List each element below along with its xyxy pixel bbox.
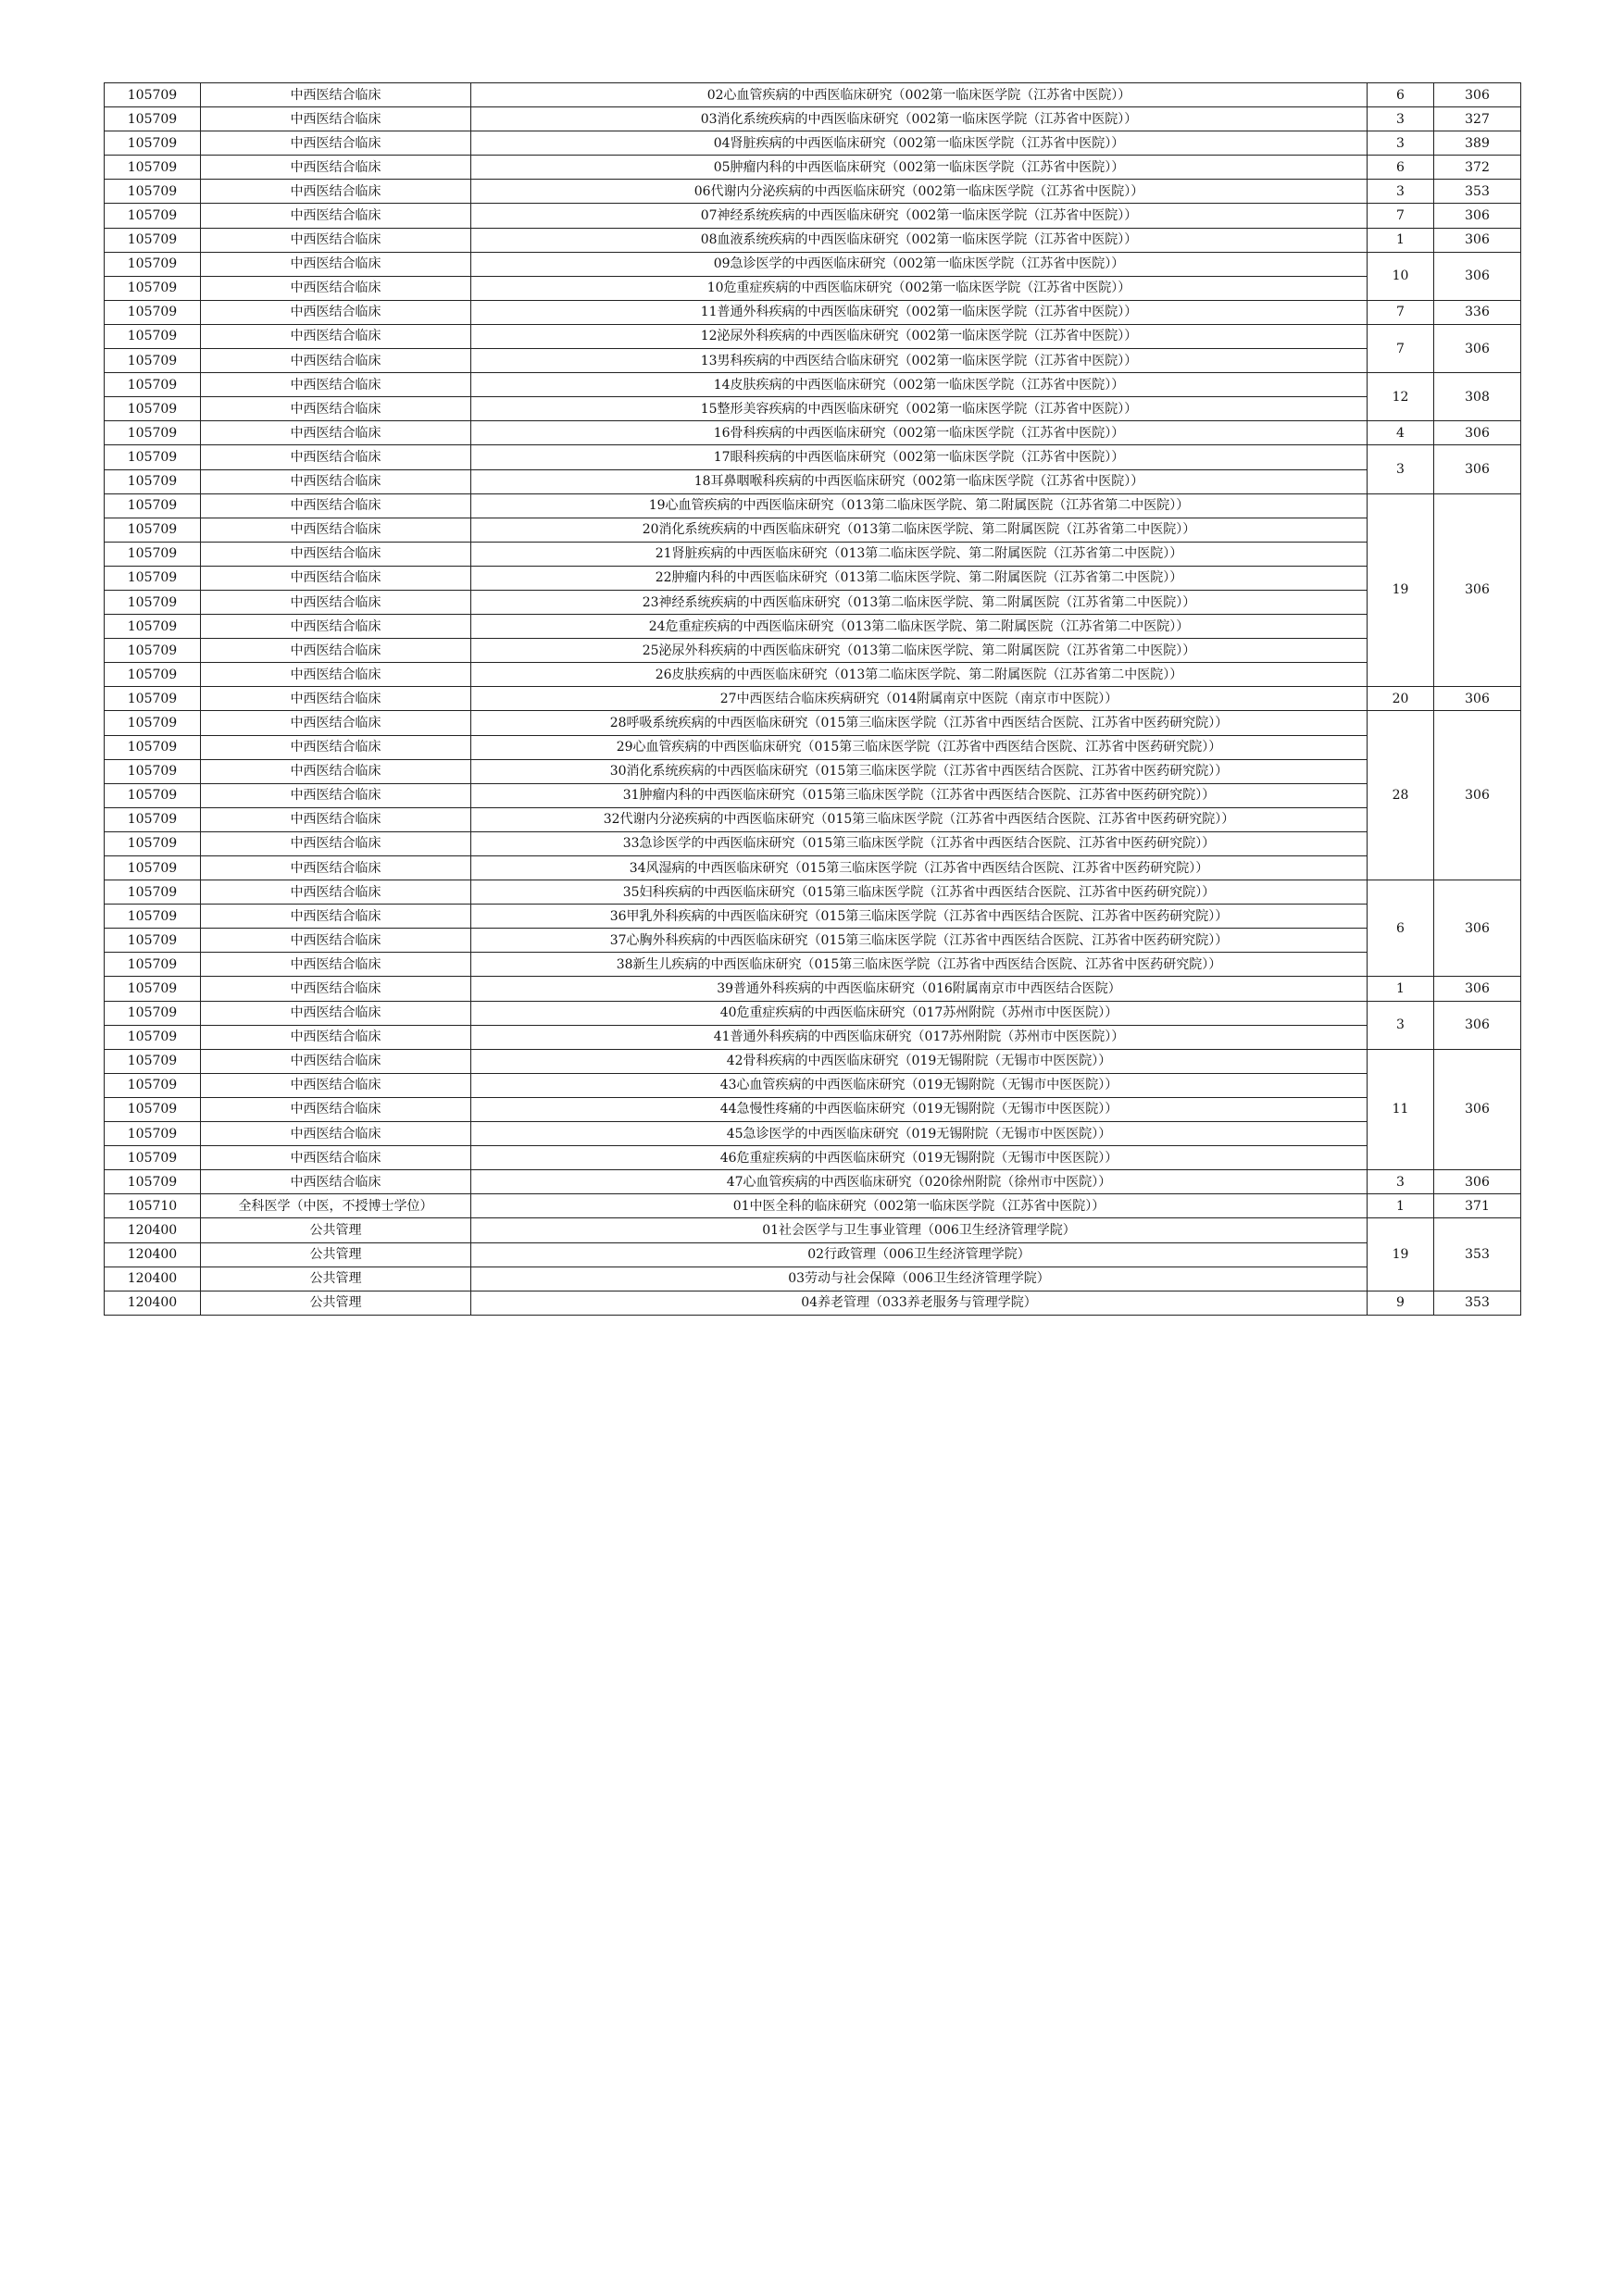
table-row [105,493,1521,518]
table-row [105,783,1521,807]
score-line-cell: 353 [1434,1291,1521,1315]
table-row [105,421,1521,445]
score-line-cell: 371 [1434,1194,1521,1218]
score-line-cell: 306 [1434,83,1521,107]
major-code-cell: 105709 [105,1025,201,1049]
major-name-cell: 公共管理 [201,1291,471,1315]
research-direction-cell: 44急慢性疼痛的中西医临床研究（019无锡附院（无锡市中医医院）） [471,1097,1368,1121]
research-direction-cell: 15整形美容疾病的中西医临床研究（002第一临床医学院（江苏省中医院）） [471,397,1368,421]
major-code-cell: 105709 [105,566,201,590]
score-line-cell: 306 [1434,228,1521,252]
major-code-cell: 120400 [105,1218,201,1242]
major-name-cell: 中西医结合临床 [201,807,471,831]
research-direction-cell: 39普通外科疾病的中西医临床研究（016附属南京市中西医结合医院） [471,977,1368,1001]
table-row [105,204,1521,228]
major-code-cell: 105710 [105,1194,201,1218]
major-name-cell: 中西医结合临床 [201,252,471,276]
major-code-cell: 105709 [105,83,201,107]
table-row [105,1025,1521,1049]
table-row [105,542,1521,566]
score-line-cell: 308 [1434,373,1521,421]
score-line-cell: 306 [1434,1170,1521,1194]
major-name-cell: 公共管理 [201,1218,471,1242]
table-row [105,252,1521,276]
score-line-cell: 327 [1434,107,1521,131]
research-direction-cell: 10危重症疾病的中西医临床研究（002第一临床医学院（江苏省中医院）） [471,276,1368,300]
research-direction-cell: 01社会医学与卫生事业管理（006卫生经济管理学院） [471,1218,1368,1242]
research-direction-cell: 42骨科疾病的中西医临床研究（019无锡附院（无锡市中医医院）） [471,1049,1368,1073]
major-name-cell: 中西医结合临床 [201,566,471,590]
major-name-cell: 中西医结合临床 [201,300,471,324]
major-code-cell: 105709 [105,1122,201,1146]
table-body [105,83,1521,1316]
table-row [105,1073,1521,1097]
research-direction-cell: 32代谢内分泌疾病的中西医临床研究（015第三临床医学院（江苏省中西医结合医院、江苏省中医药研究院）） [471,807,1368,831]
major-name-cell: 中西医结合临床 [201,1097,471,1121]
major-code-cell: 120400 [105,1242,201,1267]
enrollment-count-cell: 3 [1368,1170,1434,1194]
enrollment-count-cell: 4 [1368,421,1434,445]
research-direction-cell: 36甲乳外科疾病的中西医临床研究（015第三临床医学院（江苏省中西医结合医院、江苏省中医药研究院）） [471,905,1368,929]
enrollment-count-cell: 10 [1368,252,1434,300]
major-name-cell: 中西医结合临床 [201,107,471,131]
table-row [105,807,1521,831]
major-code-cell: 105709 [105,783,201,807]
major-name-cell: 中西医结合临床 [201,977,471,1001]
research-direction-cell: 45急诊医学的中西医临床研究（019无锡附院（无锡市中医医院）） [471,1122,1368,1146]
enrollment-count-cell: 6 [1368,880,1434,977]
major-code-cell: 105709 [105,156,201,180]
major-code-cell: 105709 [105,1146,201,1170]
table-row [105,373,1521,397]
research-direction-cell: 38新生儿疾病的中西医临床研究（015第三临床医学院（江苏省中西医结合医院、江苏省中医药研究院）） [471,953,1368,977]
major-name-cell: 中西医结合临床 [201,373,471,397]
research-direction-cell: 28呼吸系统疾病的中西医临床研究（015第三临床医学院（江苏省中西医结合医院、江苏省中医药研究院）） [471,711,1368,735]
major-code-cell: 105709 [105,180,201,204]
research-direction-cell: 13男科疾病的中西医结合临床研究（002第一临床医学院（江苏省中医院）） [471,349,1368,373]
major-name-cell: 中西医结合临床 [201,493,471,518]
table-row [105,397,1521,421]
major-name-cell: 中西医结合临床 [201,1025,471,1049]
table-row [105,1146,1521,1170]
major-name-cell: 中西医结合临床 [201,445,471,469]
research-direction-cell: 23神经系统疾病的中西医临床研究（013第二临床医学院、第二附属医院（江苏省第二中医院）） [471,590,1368,614]
score-line-cell: 306 [1434,324,1521,372]
enrollment-count-cell: 12 [1368,373,1434,421]
major-code-cell: 105709 [105,518,201,542]
major-code-cell: 105709 [105,228,201,252]
table-row [105,929,1521,953]
research-direction-cell: 26皮肤疾病的中西医临床研究（013第二临床医学院、第二附属医院（江苏省第二中医院）） [471,663,1368,687]
research-direction-cell: 08血液系统疾病的中西医临床研究（002第一临床医学院（江苏省中医院）） [471,228,1368,252]
table-row [105,663,1521,687]
enrollment-count-cell: 3 [1368,131,1434,156]
major-name-cell: 中西医结合临床 [201,1049,471,1073]
research-direction-cell: 29心血管疾病的中西医临床研究（015第三临床医学院（江苏省中西医结合医院、江苏省中医药研究院）） [471,735,1368,759]
table-row [105,180,1521,204]
research-direction-cell: 37心胸外科疾病的中西医临床研究（015第三临床医学院（江苏省中西医结合医院、江苏省中医药研究院）） [471,929,1368,953]
enrollment-count-cell: 7 [1368,324,1434,372]
enrollment-count-cell: 19 [1368,1218,1434,1291]
major-code-cell: 105709 [105,324,201,348]
score-line-cell: 306 [1434,711,1521,880]
major-code-cell: 105709 [105,252,201,276]
major-code-cell: 105709 [105,711,201,735]
research-direction-cell: 46危重症疾病的中西医临床研究（019无锡附院（无锡市中医医院）） [471,1146,1368,1170]
major-code-cell: 105709 [105,977,201,1001]
enrollment-count-cell: 1 [1368,1194,1434,1218]
major-name-cell: 中西医结合临床 [201,1146,471,1170]
major-name-cell: 中西医结合临床 [201,131,471,156]
research-direction-cell: 20消化系统疾病的中西医临床研究（013第二临床医学院、第二附属医院（江苏省第二中医院）） [471,518,1368,542]
research-direction-cell: 03劳动与社会保障（006卫生经济管理学院） [471,1267,1368,1291]
research-direction-cell: 27中西医结合临床疾病研究（014附属南京中医院（南京市中医院）） [471,687,1368,711]
enrollment-count-cell: 6 [1368,156,1434,180]
major-name-cell: 中西医结合临床 [201,421,471,445]
research-direction-cell: 21肾脏疾病的中西医临床研究（013第二临床医学院、第二附属医院（江苏省第二中医院）） [471,542,1368,566]
score-line-cell: 306 [1434,445,1521,493]
research-direction-cell: 04肾脏疾病的中西医临床研究（002第一临床医学院（江苏省中医院）） [471,131,1368,156]
research-direction-cell: 25泌尿外科疾病的中西医临床研究（013第二临床医学院、第二附属医院（江苏省第二中医院）） [471,639,1368,663]
major-name-cell: 中西医结合临床 [201,880,471,905]
major-name-cell: 中西医结合临床 [201,1170,471,1194]
table-row [105,445,1521,469]
score-line-cell: 306 [1434,493,1521,687]
major-code-cell: 105709 [105,1001,201,1025]
major-name-cell: 中西医结合临床 [201,783,471,807]
table-row [105,905,1521,929]
table-row [105,735,1521,759]
research-direction-cell: 33急诊医学的中西医临床研究（015第三临床医学院（江苏省中西医结合医院、江苏省中医药研究院）） [471,831,1368,855]
major-code-cell: 105709 [105,542,201,566]
major-code-cell: 105709 [105,687,201,711]
table-row [105,1122,1521,1146]
score-line-cell: 306 [1434,421,1521,445]
major-name-cell: 中西医结合临床 [201,324,471,348]
major-name-cell: 中西医结合临床 [201,228,471,252]
research-direction-cell: 30消化系统疾病的中西医临床研究（015第三临床医学院（江苏省中西医结合医院、江苏省中医药研究院）） [471,759,1368,783]
table-row [105,469,1521,493]
major-name-cell: 中西医结合临床 [201,687,471,711]
major-code-cell: 105709 [105,469,201,493]
major-name-cell: 中西医结合临床 [201,590,471,614]
major-code-cell: 105709 [105,807,201,831]
enrollment-count-cell: 7 [1368,300,1434,324]
major-code-cell: 105709 [105,831,201,855]
major-name-cell: 中西医结合临床 [201,83,471,107]
score-line-cell: 372 [1434,156,1521,180]
research-direction-cell: 34风湿病的中西医临床研究（015第三临床医学院（江苏省中西医结合医院、江苏省中医药研究院）） [471,856,1368,880]
major-name-cell: 中西医结合临床 [201,735,471,759]
table-row [105,590,1521,614]
table-row [105,711,1521,735]
research-direction-cell: 19心血管疾病的中西医临床研究（013第二临床医学院、第二附属医院（江苏省第二中医院）） [471,493,1368,518]
table-row [105,518,1521,542]
score-line-cell: 306 [1434,1001,1521,1049]
admission-table [104,82,1521,1316]
major-code-cell: 105709 [105,759,201,783]
major-name-cell: 中西医结合临床 [201,856,471,880]
major-code-cell: 105709 [105,397,201,421]
major-code-cell: 105709 [105,1049,201,1073]
enrollment-count-cell: 3 [1368,1001,1434,1049]
major-name-cell: 中西医结合临床 [201,759,471,783]
enrollment-count-cell: 11 [1368,1049,1434,1169]
score-line-cell: 306 [1434,687,1521,711]
score-line-cell: 336 [1434,300,1521,324]
enrollment-count-cell: 3 [1368,180,1434,204]
major-name-cell: 中西医结合临床 [201,1001,471,1025]
table-row [105,1170,1521,1194]
table-row [105,228,1521,252]
research-direction-cell: 07神经系统疾病的中西医临床研究（002第一临床医学院（江苏省中医院）） [471,204,1368,228]
enrollment-count-cell: 20 [1368,687,1434,711]
research-direction-cell: 02心血管疾病的中西医临床研究（002第一临床医学院（江苏省中医院）） [471,83,1368,107]
major-name-cell: 全科医学（中医，不授博士学位） [201,1194,471,1218]
enrollment-count-cell: 9 [1368,1291,1434,1315]
major-code-cell: 120400 [105,1267,201,1291]
score-line-cell: 353 [1434,180,1521,204]
major-code-cell: 105709 [105,107,201,131]
table-row [105,300,1521,324]
table-row [105,566,1521,590]
major-code-cell: 105709 [105,373,201,397]
research-direction-cell: 11普通外科疾病的中西医临床研究（002第一临床医学院（江苏省中医院）） [471,300,1368,324]
major-code-cell: 105709 [105,953,201,977]
major-name-cell: 中西医结合临床 [201,518,471,542]
major-code-cell: 105709 [105,445,201,469]
major-code-cell: 105709 [105,905,201,929]
research-direction-cell: 05肿瘤内科的中西医临床研究（002第一临床医学院（江苏省中医院）） [471,156,1368,180]
major-name-cell: 公共管理 [201,1267,471,1291]
table-row [105,856,1521,880]
major-name-cell: 中西医结合临床 [201,1073,471,1097]
table-row [105,880,1521,905]
score-line-cell: 306 [1434,880,1521,977]
major-code-cell: 105709 [105,929,201,953]
major-code-cell: 105709 [105,615,201,639]
research-direction-cell: 09急诊医学的中西医临床研究（002第一临床医学院（江苏省中医院）） [471,252,1368,276]
research-direction-cell: 22肿瘤内科的中西医临床研究（013第二临床医学院、第二附属医院（江苏省第二中医院）） [471,566,1368,590]
table-row [105,131,1521,156]
enrollment-count-cell: 19 [1368,493,1434,687]
major-name-cell: 中西医结合临床 [201,831,471,855]
research-direction-cell: 31肿瘤内科的中西医临床研究（015第三临床医学院（江苏省中西医结合医院、江苏省中医药研究院）） [471,783,1368,807]
table-row [105,107,1521,131]
enrollment-count-cell: 1 [1368,228,1434,252]
research-direction-cell: 24危重症疾病的中西医临床研究（013第二临床医学院、第二附属医院（江苏省第二中医院）） [471,615,1368,639]
research-direction-cell: 01中医全科的临床研究（002第一临床医学院（江苏省中医院）） [471,1194,1368,1218]
table-row [105,276,1521,300]
major-code-cell: 105709 [105,1097,201,1121]
enrollment-count-cell: 6 [1368,83,1434,107]
table-row [105,953,1521,977]
major-name-cell: 中西医结合临床 [201,180,471,204]
research-direction-cell: 43心血管疾病的中西医临床研究（019无锡附院（无锡市中医医院）） [471,1073,1368,1097]
table-row [105,349,1521,373]
table-row [105,639,1521,663]
research-direction-cell: 06代谢内分泌疾病的中西医临床研究（002第一临床医学院（江苏省中医院）） [471,180,1368,204]
major-name-cell: 中西医结合临床 [201,469,471,493]
enrollment-count-cell: 28 [1368,711,1434,880]
major-name-cell: 中西医结合临床 [201,929,471,953]
research-direction-cell: 16骨科疾病的中西医临床研究（002第一临床医学院（江苏省中医院）） [471,421,1368,445]
table-row [105,759,1521,783]
score-line-cell: 306 [1434,977,1521,1001]
table-row [105,1001,1521,1025]
major-code-cell: 105709 [105,300,201,324]
research-direction-cell: 03消化系统疾病的中西医临床研究（002第一临床医学院（江苏省中医院）） [471,107,1368,131]
major-code-cell: 120400 [105,1291,201,1315]
table-row [105,831,1521,855]
major-name-cell: 中西医结合临床 [201,905,471,929]
table-row [105,83,1521,107]
table-row [105,1218,1521,1242]
table-row [105,1049,1521,1073]
major-code-cell: 105709 [105,421,201,445]
major-name-cell: 中西医结合临床 [201,204,471,228]
score-line-cell: 306 [1434,252,1521,300]
major-code-cell: 105709 [105,856,201,880]
major-code-cell: 105709 [105,590,201,614]
major-code-cell: 105709 [105,663,201,687]
major-name-cell: 中西医结合临床 [201,663,471,687]
table-row [105,615,1521,639]
major-code-cell: 105709 [105,735,201,759]
major-name-cell: 中西医结合临床 [201,156,471,180]
major-name-cell: 中西医结合临床 [201,639,471,663]
table-row [105,156,1521,180]
major-name-cell: 中西医结合临床 [201,1122,471,1146]
research-direction-cell: 17眼科疾病的中西医临床研究（002第一临床医学院（江苏省中医院）） [471,445,1368,469]
major-code-cell: 105709 [105,276,201,300]
table-row [105,1267,1521,1291]
research-direction-cell: 40危重症疾病的中西医临床研究（017苏州附院（苏州市中医医院）） [471,1001,1368,1025]
table-row [105,1242,1521,1267]
enrollment-count-cell: 3 [1368,445,1434,493]
research-direction-cell: 12泌尿外科疾病的中西医临床研究（002第一临床医学院（江苏省中医院）） [471,324,1368,348]
major-code-cell: 105709 [105,639,201,663]
major-code-cell: 105709 [105,493,201,518]
enrollment-count-cell: 3 [1368,107,1434,131]
research-direction-cell: 04养老管理（033养老服务与管理学院） [471,1291,1368,1315]
table-row [105,1291,1521,1315]
major-name-cell: 中西医结合临床 [201,615,471,639]
major-code-cell: 105709 [105,1073,201,1097]
major-name-cell: 中西医结合临床 [201,276,471,300]
score-line-cell: 306 [1434,204,1521,228]
major-name-cell: 中西医结合临床 [201,349,471,373]
major-code-cell: 105709 [105,1170,201,1194]
major-name-cell: 中西医结合临床 [201,953,471,977]
major-name-cell: 中西医结合临床 [201,397,471,421]
major-code-cell: 105709 [105,131,201,156]
research-direction-cell: 14皮肤疾病的中西医临床研究（002第一临床医学院（江苏省中医院）） [471,373,1368,397]
table-row [105,687,1521,711]
enrollment-count-cell: 7 [1368,204,1434,228]
major-name-cell: 中西医结合临床 [201,542,471,566]
table-row [105,1097,1521,1121]
major-code-cell: 105709 [105,349,201,373]
table-row [105,1194,1521,1218]
score-line-cell: 353 [1434,1218,1521,1291]
table-row [105,324,1521,348]
major-name-cell: 公共管理 [201,1242,471,1267]
enrollment-count-cell: 1 [1368,977,1434,1001]
research-direction-cell: 35妇科疾病的中西医临床研究（015第三临床医学院（江苏省中西医结合医院、江苏省中医药研究院）） [471,880,1368,905]
research-direction-cell: 18耳鼻咽喉科疾病的中西医临床研究（002第一临床医学院（江苏省中医院）） [471,469,1368,493]
research-direction-cell: 41普通外科疾病的中西医临床研究（017苏州附院（苏州市中医医院）） [471,1025,1368,1049]
major-name-cell: 中西医结合临床 [201,711,471,735]
score-line-cell: 306 [1434,1049,1521,1169]
table-row [105,977,1521,1001]
research-direction-cell: 02行政管理（006卫生经济管理学院） [471,1242,1368,1267]
research-direction-cell: 47心血管疾病的中西医临床研究（020徐州附院（徐州市中医院）） [471,1170,1368,1194]
score-line-cell: 389 [1434,131,1521,156]
major-code-cell: 105709 [105,204,201,228]
major-code-cell: 105709 [105,880,201,905]
